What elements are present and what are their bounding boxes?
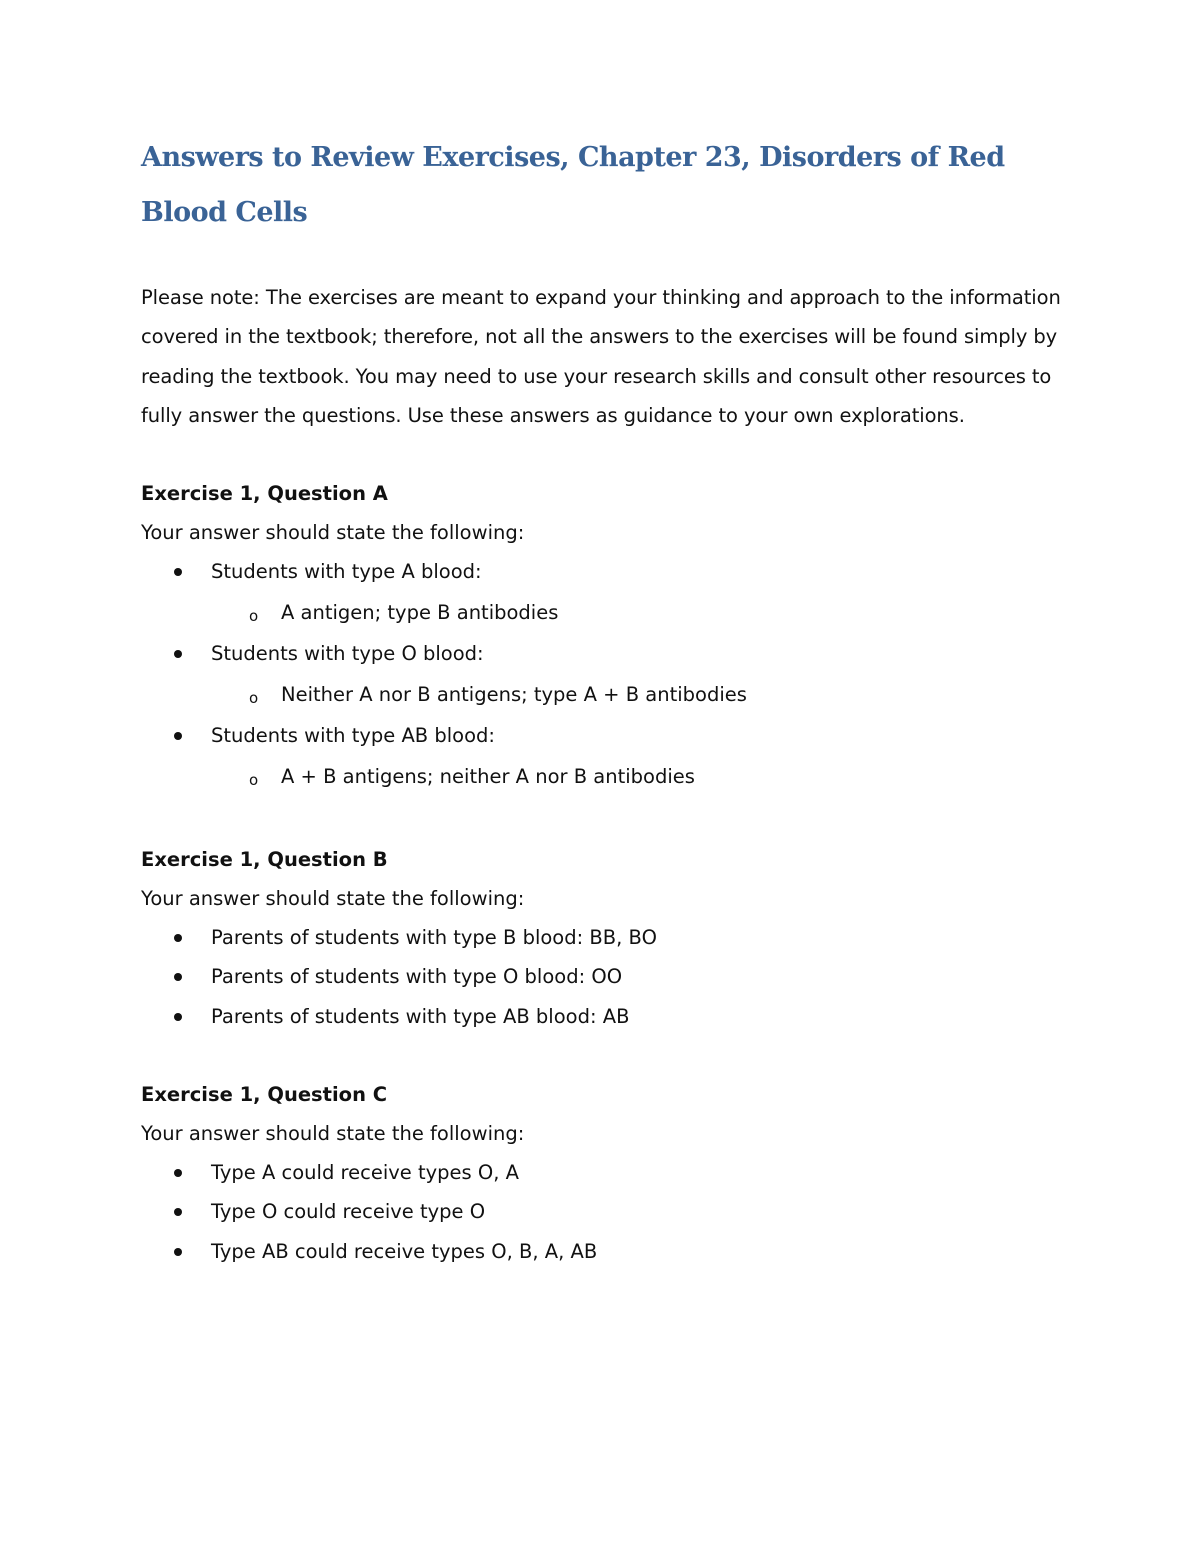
list-item [141, 634, 1071, 716]
list-item-text: Students with type AB blood: [211, 724, 495, 748]
section-lead: Your answer should state the following: [141, 887, 525, 911]
list-item-text: Students with type O blood: [211, 642, 484, 666]
sub-bullet-icon: o [249, 607, 259, 626]
bullet-icon [174, 934, 182, 942]
section-heading: Exercise 1, Question A [141, 482, 388, 506]
bullet-icon [174, 1208, 182, 1216]
bullet-icon [174, 732, 182, 740]
intro-paragraph: Please note: The exercises are meant to expand your thinking and approach to the information covered in the textbook; therefore, not all the answers to the exercises will be found simply by reading the textbook. You may need to use your research skills and consult other resources to fully answer the questions. Use these answers as guidance to your own explorations. [141, 286, 1061, 427]
list-item [141, 552, 1071, 634]
sub-list [211, 674, 1071, 716]
sub-list-item [211, 592, 1071, 634]
bullet-icon [174, 1169, 182, 1177]
list-item-text: Type O could receive type O [211, 1200, 486, 1224]
sub-list-item-text: Neither A nor B antigens; type A + B antibodies [281, 683, 747, 707]
list-item-text: Parents of students with type B blood: BB, BO [211, 926, 657, 950]
sub-list [211, 756, 1071, 798]
document-title: Answers to Review Exercises, Chapter 23, Disorders of Red Blood Cells [141, 142, 1005, 228]
list-item [141, 1192, 1071, 1231]
section-lead: Your answer should state the following: [141, 521, 525, 545]
list-item-text: Students with type A blood: [211, 560, 482, 584]
list-item [141, 918, 1071, 957]
bullet-list [141, 1153, 1071, 1271]
list-item [141, 957, 1071, 996]
bullet-list [141, 918, 1071, 1036]
list-item-text: Parents of students with type AB blood: AB [211, 1004, 630, 1028]
list-item-text: Type AB could receive types O, B, A, AB [211, 1239, 598, 1263]
sub-bullet-icon: o [249, 689, 259, 708]
section-question-c [141, 1075, 1071, 1271]
section-question-a [141, 474, 1071, 798]
section-heading: Exercise 1, Question B [141, 848, 388, 872]
document-page [141, 130, 1071, 1271]
section-lead: Your answer should state the following: [141, 1122, 525, 1146]
list-item [141, 1153, 1071, 1192]
list-item-text: Type A could receive types O, A [211, 1161, 519, 1185]
bullet-icon [174, 1013, 182, 1021]
sub-list-item-text: A antigen; type B antibodies [281, 601, 559, 625]
sub-list-item [211, 674, 1071, 716]
bullet-icon [174, 568, 182, 576]
sub-list-item [211, 756, 1071, 798]
bullet-icon [174, 973, 182, 981]
list-item [141, 997, 1071, 1036]
bullet-icon [174, 650, 182, 658]
section-question-b [141, 840, 1071, 1036]
section-heading: Exercise 1, Question C [141, 1083, 388, 1107]
list-item-text: Parents of students with type O blood: OO [211, 965, 623, 989]
sub-list [211, 592, 1071, 634]
bullet-icon [174, 1248, 182, 1256]
bullet-list [141, 552, 1071, 798]
list-item [141, 716, 1071, 798]
sub-list-item-text: A + B antigens; neither A nor B antibodies [281, 765, 695, 789]
sub-bullet-icon: o [249, 771, 259, 790]
list-item [141, 1232, 1071, 1271]
